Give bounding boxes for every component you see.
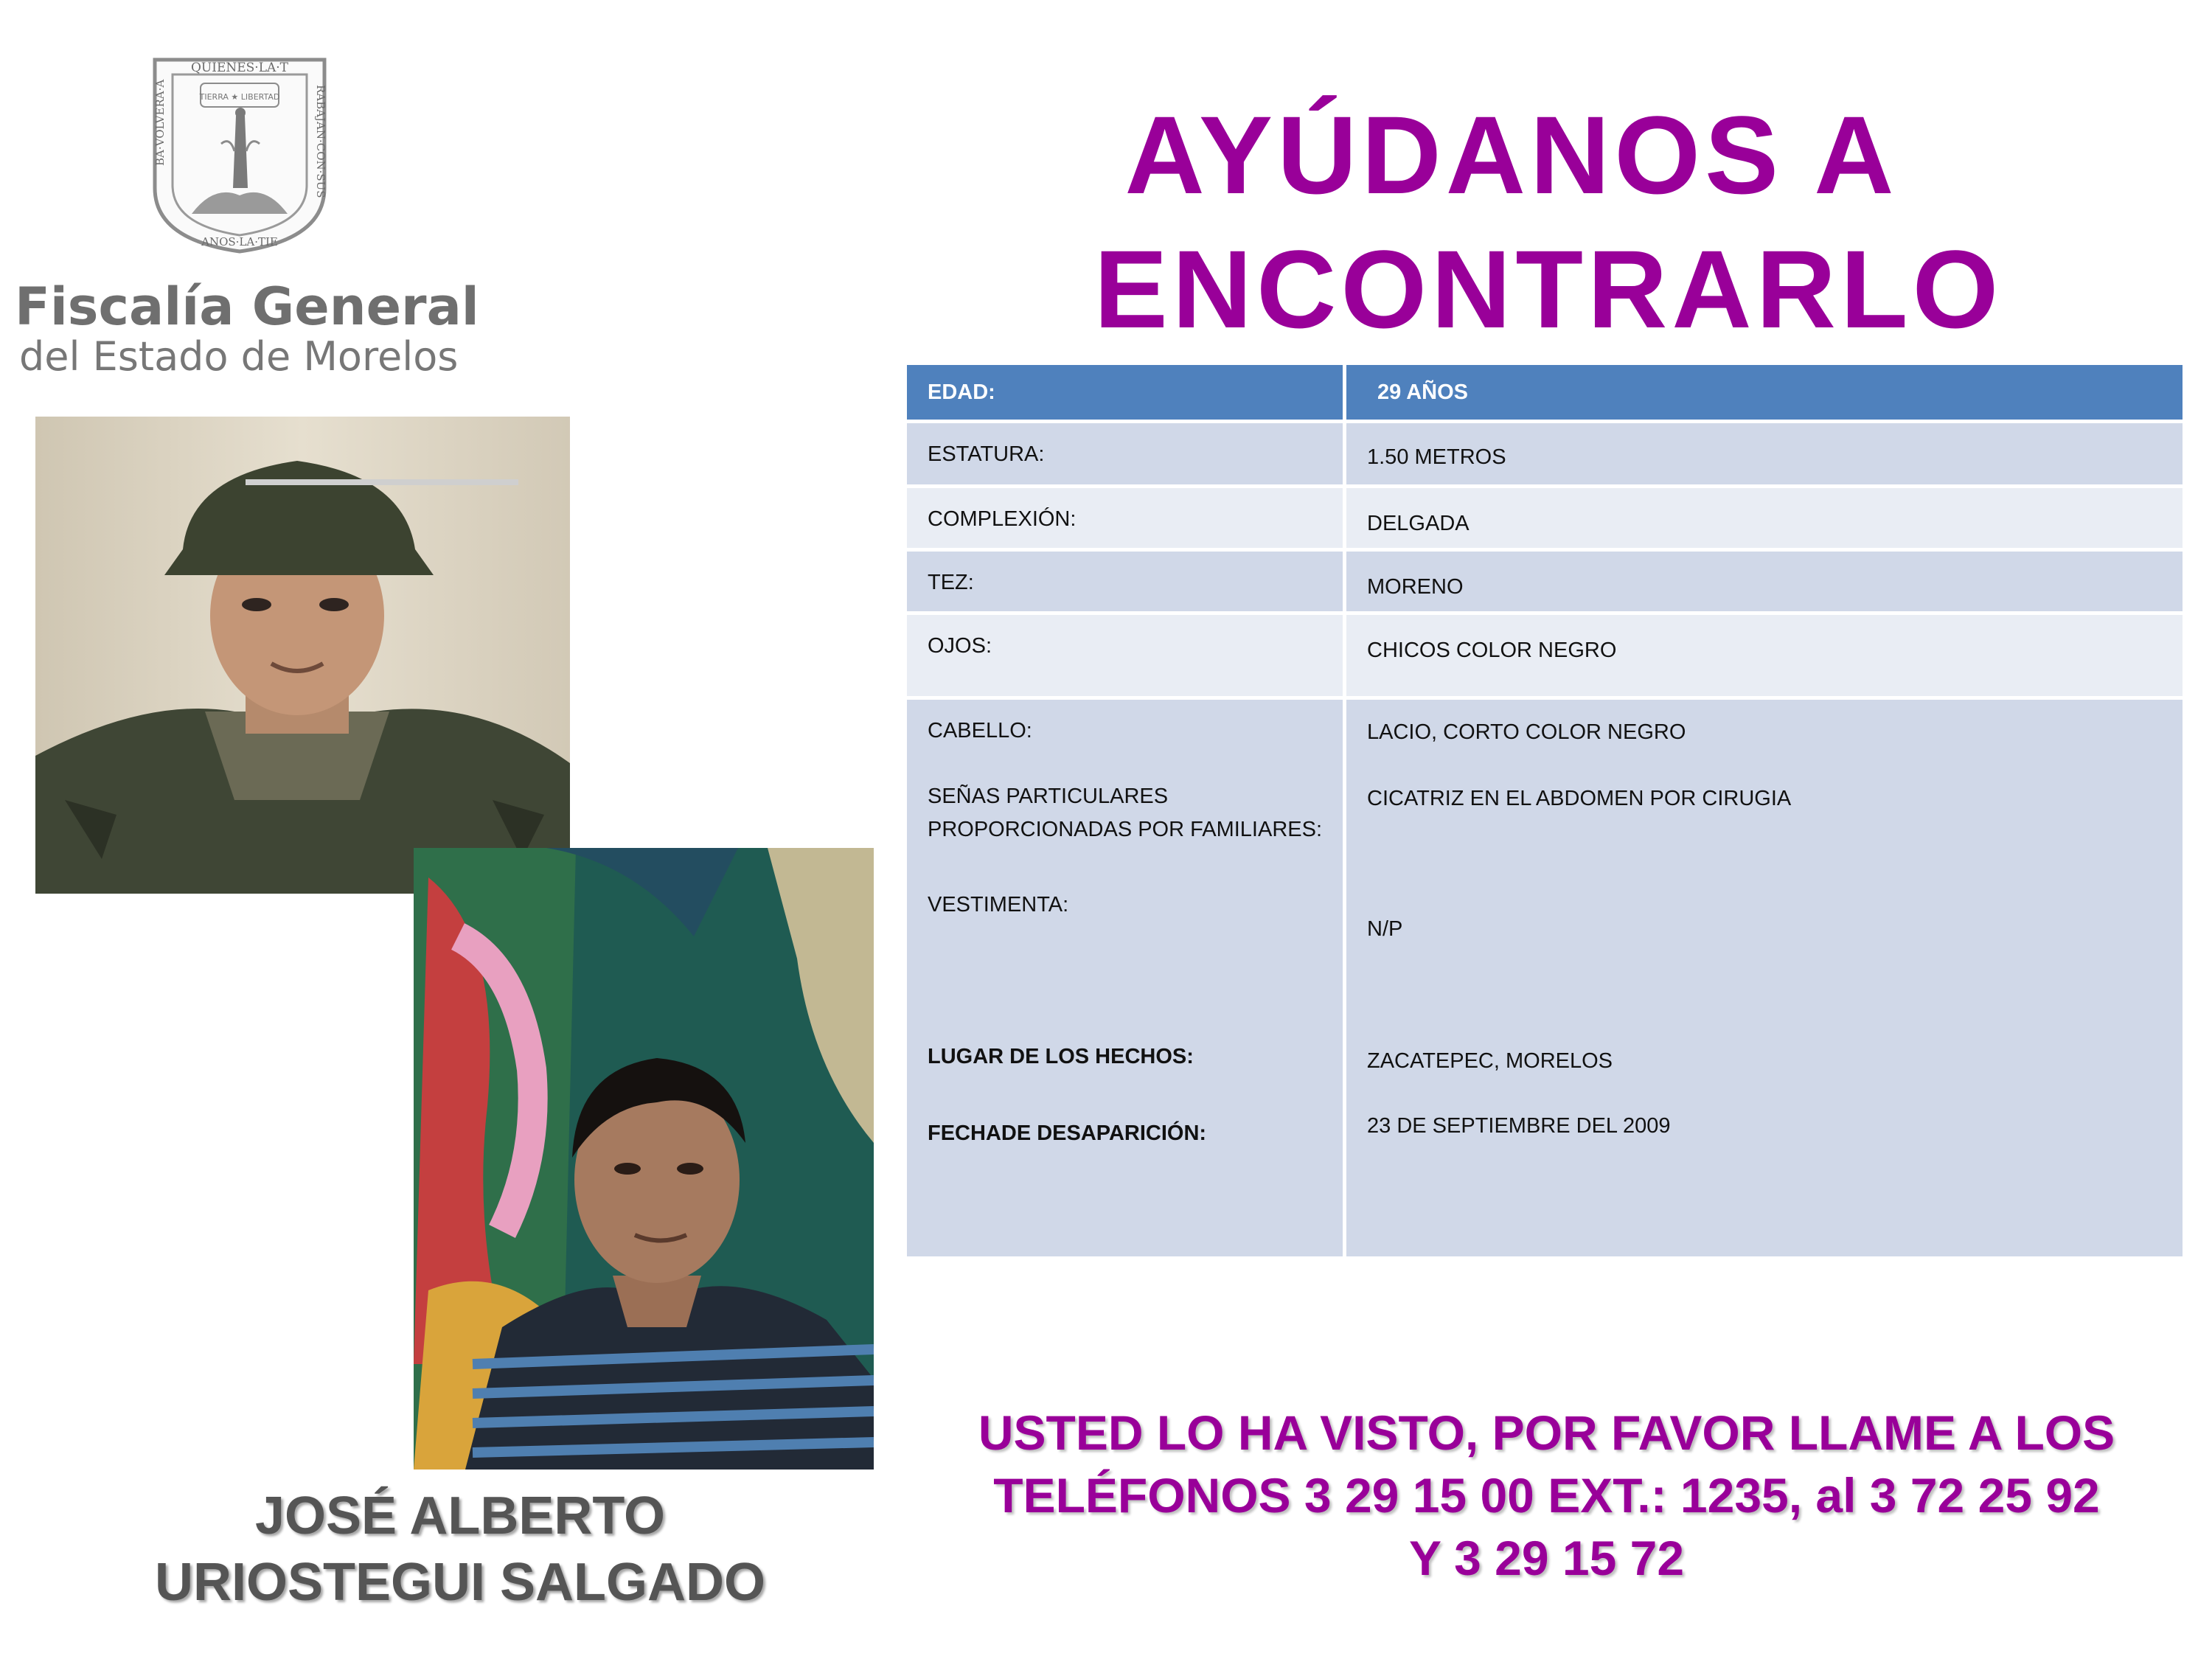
- cabello-value: LACIO, CORTO COLOR NEGRO: [1367, 720, 1686, 744]
- vestimenta-label: VESTIMENTA:: [928, 893, 1069, 917]
- svg-text:ANOS·LA·TIE: ANOS·LA·TIE: [201, 235, 278, 248]
- poster-title-line1: AYÚDANOS A: [1124, 93, 1899, 217]
- organization-subtitle: del Estado de Morelos: [19, 333, 459, 380]
- row-value: CHICOS COLOR NEGRO: [1367, 639, 1617, 662]
- table-row: [907, 423, 2186, 488]
- table-row-details: [907, 700, 2186, 1260]
- organization-name: Fiscalía General: [15, 276, 479, 337]
- row-value: MORENO: [1367, 575, 1464, 599]
- age-value: 29 AÑOS: [1346, 365, 2186, 423]
- row-value: 1.50 METROS: [1367, 445, 1506, 469]
- missing-person-photo-casual: [414, 848, 874, 1470]
- person-name-line1: JOSÉ ALBERTO: [254, 1486, 666, 1545]
- poster-title-line2: ENCONTRARLO: [1093, 227, 2003, 351]
- table-row: [907, 615, 2186, 700]
- person-details-table: [907, 365, 2186, 1260]
- lugar-value: ZACATEPEC, MORELOS: [1367, 1049, 1613, 1073]
- row-label: TEZ:: [928, 571, 974, 594]
- row-label: OJOS:: [928, 634, 992, 658]
- fecha-label: FECHADE DESAPARICIÓN:: [928, 1121, 1207, 1145]
- missing-person-photo-uniform: [35, 417, 570, 894]
- person-name-line2: URIOSTEGUI SALGADO: [154, 1553, 766, 1612]
- table-header-row: [907, 365, 2186, 423]
- row-label: ESTATURA:: [928, 442, 1045, 466]
- senas-label-line1: SEÑAS PARTICULARES: [928, 785, 1169, 808]
- row-label: COMPLEXIÓN:: [928, 507, 1077, 531]
- lugar-label: LUGAR DE LOS HECHOS:: [928, 1045, 1194, 1068]
- contact-message-line3: Y 3 29 15 72: [1408, 1531, 1685, 1585]
- table-row: [907, 488, 2186, 552]
- contact-message-line1: USTED LO HA VISTO, POR FAVOR LLAME A LOS: [978, 1405, 2115, 1460]
- cabello-label: CABELLO:: [928, 719, 1032, 742]
- svg-text:QUIENES·LA·T: QUIENES·LA·T: [190, 60, 289, 75]
- svg-text:BA·VOLVERA·A: BA·VOLVERA·A: [153, 79, 167, 166]
- row-value: DELGADA: [1367, 512, 1470, 535]
- svg-text:RABAJAN·CON·SUS: RABAJAN·CON·SUS: [314, 85, 327, 198]
- fecha-value: 23 DE SEPTIEMBRE DEL 2009: [1367, 1114, 1671, 1138]
- vestimenta-value: N/P: [1367, 917, 1403, 941]
- contact-message-line2: TELÉFONOS 3 29 15 00 EXT.: 1235, al 3 72 25 92: [993, 1468, 2100, 1523]
- svg-text:TIERRA ★ LIBERTAD: TIERRA ★ LIBERTAD: [199, 92, 280, 102]
- senas-value: CICATRIZ EN EL ABDOMEN POR CIRUGIA: [1367, 787, 1792, 810]
- state-seal-logo: [147, 55, 332, 256]
- table-row: [907, 552, 2186, 615]
- senas-label-line2: PROPORCIONADAS POR FAMILIARES:: [928, 818, 1322, 841]
- age-label: EDAD:: [907, 365, 1346, 423]
